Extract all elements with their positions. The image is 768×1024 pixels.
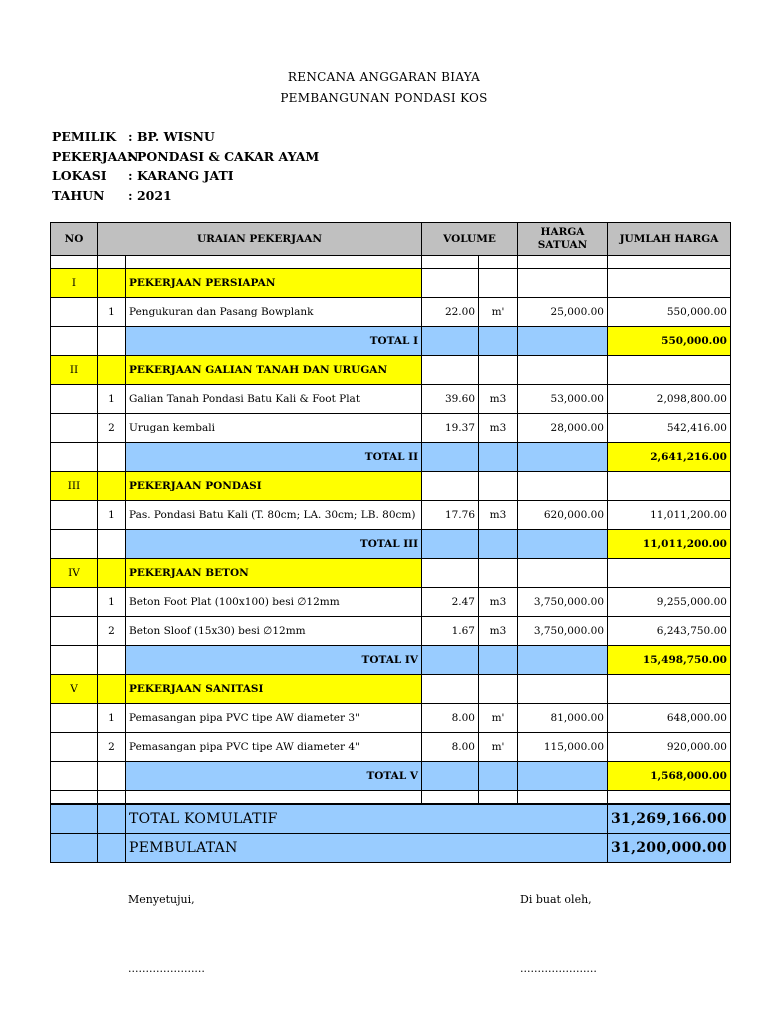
empty-cell bbox=[422, 530, 479, 559]
item-description: Pemasangan pipa PVC tipe AW diameter 3" bbox=[126, 704, 422, 733]
empty-cell bbox=[51, 530, 98, 559]
item-number: 1 bbox=[98, 704, 126, 733]
empty-cell bbox=[479, 356, 518, 385]
item-number: 2 bbox=[98, 414, 126, 443]
empty-cell bbox=[98, 472, 126, 501]
empty-cell bbox=[51, 804, 98, 834]
empty-cell bbox=[518, 791, 608, 805]
made-by-signature-line: ...................... bbox=[520, 962, 597, 975]
item-total: 542,416.00 bbox=[608, 414, 731, 443]
item-volume: 1.67 bbox=[422, 617, 479, 646]
info-label: PEMILIK bbox=[52, 129, 117, 144]
empty-cell bbox=[518, 256, 608, 269]
empty-cell bbox=[98, 675, 126, 704]
empty-cell bbox=[518, 472, 608, 501]
empty-cell bbox=[479, 559, 518, 588]
document-subtitle: PEMBANGUNAN PONDASI KOS bbox=[280, 91, 488, 105]
empty-cell bbox=[518, 356, 608, 385]
info-location bbox=[52, 168, 234, 183]
empty-cell bbox=[518, 269, 608, 298]
item-total: 9,255,000.00 bbox=[608, 588, 731, 617]
empty-cell bbox=[126, 256, 422, 269]
table-header-row bbox=[51, 223, 731, 256]
empty-cell bbox=[479, 256, 518, 269]
info-year bbox=[52, 188, 172, 203]
rounded-total-label: PEMBULATAN bbox=[126, 834, 608, 863]
section-title: PEKERJAAN BETON bbox=[126, 559, 422, 588]
item-unit: m3 bbox=[479, 617, 518, 646]
item-unit-price: 620,000.00 bbox=[518, 501, 608, 530]
empty-cell bbox=[98, 269, 126, 298]
section-row bbox=[51, 269, 731, 298]
section-total-label: TOTAL V bbox=[126, 762, 422, 791]
info-value: : PONDASI & CAKAR AYAM bbox=[128, 149, 320, 164]
item-number: 1 bbox=[98, 385, 126, 414]
empty-cell bbox=[518, 443, 608, 472]
item-total: 648,000.00 bbox=[608, 704, 731, 733]
empty-cell bbox=[479, 646, 518, 675]
table-row bbox=[51, 704, 731, 733]
section-title: PEKERJAAN GALIAN TANAH DAN URUGAN bbox=[126, 356, 422, 385]
section-total-value: 550,000.00 bbox=[608, 327, 731, 356]
grand-total-row bbox=[51, 804, 731, 834]
info-job bbox=[52, 149, 319, 164]
info-owner bbox=[52, 129, 215, 144]
empty-cell bbox=[422, 269, 479, 298]
empty-cell bbox=[422, 256, 479, 269]
empty-cell bbox=[98, 256, 126, 269]
empty-cell bbox=[98, 559, 126, 588]
item-volume: 19.37 bbox=[422, 414, 479, 443]
table-row bbox=[51, 588, 731, 617]
made-by-label: Di buat oleh, bbox=[520, 893, 592, 906]
empty-cell bbox=[608, 675, 731, 704]
item-description: Urugan kembali bbox=[126, 414, 422, 443]
section-total-label: TOTAL IV bbox=[126, 646, 422, 675]
empty-cell bbox=[98, 530, 126, 559]
item-number: 2 bbox=[98, 733, 126, 762]
empty-cell bbox=[98, 791, 126, 805]
section-total-value: 11,011,200.00 bbox=[608, 530, 731, 559]
empty-cell bbox=[479, 762, 518, 791]
item-unit-price: 28,000.00 bbox=[518, 414, 608, 443]
item-number: 2 bbox=[98, 617, 126, 646]
empty-cell bbox=[479, 530, 518, 559]
empty-cell bbox=[422, 646, 479, 675]
table-row bbox=[51, 617, 731, 646]
info-label: TAHUN bbox=[52, 188, 105, 203]
section-total-value: 2,641,216.00 bbox=[608, 443, 731, 472]
section-total-label: TOTAL III bbox=[126, 530, 422, 559]
item-volume: 2.47 bbox=[422, 588, 479, 617]
empty-cell bbox=[98, 356, 126, 385]
item-unit-price: 81,000.00 bbox=[518, 704, 608, 733]
section-total-row bbox=[51, 530, 731, 559]
empty-cell bbox=[422, 675, 479, 704]
rounded-total-row bbox=[51, 834, 731, 863]
empty-cell bbox=[126, 791, 422, 805]
empty-cell bbox=[518, 559, 608, 588]
empty-cell bbox=[98, 804, 126, 834]
section-row bbox=[51, 356, 731, 385]
item-volume: 17.76 bbox=[422, 501, 479, 530]
section-total-value: 1,568,000.00 bbox=[608, 762, 731, 791]
empty-cell bbox=[479, 472, 518, 501]
empty-cell bbox=[479, 327, 518, 356]
item-unit: m3 bbox=[479, 385, 518, 414]
section-total-label: TOTAL I bbox=[126, 327, 422, 356]
section-total-row bbox=[51, 646, 731, 675]
item-description: Pemasangan pipa PVC tipe AW diameter 4" bbox=[126, 733, 422, 762]
info-value: : KARANG JATI bbox=[128, 168, 234, 183]
item-unit-price: 53,000.00 bbox=[518, 385, 608, 414]
empty-cell bbox=[51, 617, 98, 646]
section-total-row bbox=[51, 762, 731, 791]
empty-cell bbox=[51, 791, 98, 805]
empty-cell bbox=[518, 762, 608, 791]
section-total-value: 15,498,750.00 bbox=[608, 646, 731, 675]
info-label: LOKASI bbox=[52, 168, 107, 183]
cost-table bbox=[50, 222, 731, 863]
empty-cell bbox=[98, 327, 126, 356]
section-total-row bbox=[51, 443, 731, 472]
empty-cell bbox=[422, 472, 479, 501]
empty-cell bbox=[51, 834, 98, 863]
item-total: 6,243,750.00 bbox=[608, 617, 731, 646]
empty-cell bbox=[479, 675, 518, 704]
empty-cell bbox=[518, 327, 608, 356]
section-title: PEKERJAAN PERSIAPAN bbox=[126, 269, 422, 298]
table-row bbox=[51, 414, 731, 443]
empty-cell bbox=[422, 327, 479, 356]
header-uraian: URAIAN PEKERJAAN bbox=[98, 223, 422, 256]
item-volume: 39.60 bbox=[422, 385, 479, 414]
item-total: 920,000.00 bbox=[608, 733, 731, 762]
empty-cell bbox=[51, 501, 98, 530]
item-unit-price: 25,000.00 bbox=[518, 298, 608, 327]
item-unit: m3 bbox=[479, 501, 518, 530]
empty-cell bbox=[518, 530, 608, 559]
empty-cell bbox=[479, 791, 518, 805]
empty-cell bbox=[608, 256, 731, 269]
info-value: : 2021 bbox=[128, 188, 172, 203]
section-number: IV bbox=[51, 559, 98, 588]
empty-cell bbox=[98, 762, 126, 791]
section-title: PEKERJAAN SANITASI bbox=[126, 675, 422, 704]
empty-cell bbox=[51, 298, 98, 327]
spacer-row bbox=[51, 256, 731, 269]
approve-signature-line: ...................... bbox=[128, 962, 205, 975]
item-description: Galian Tanah Pondasi Batu Kali & Foot Plat bbox=[126, 385, 422, 414]
empty-cell bbox=[51, 733, 98, 762]
section-row bbox=[51, 472, 731, 501]
empty-cell bbox=[51, 443, 98, 472]
empty-cell bbox=[422, 443, 479, 472]
empty-cell bbox=[51, 256, 98, 269]
empty-cell bbox=[98, 646, 126, 675]
item-unit: m3 bbox=[479, 414, 518, 443]
empty-cell bbox=[51, 646, 98, 675]
header-volume: VOLUME bbox=[422, 223, 518, 256]
item-volume: 8.00 bbox=[422, 704, 479, 733]
item-number: 1 bbox=[98, 588, 126, 617]
empty-cell bbox=[518, 646, 608, 675]
grand-total-label: TOTAL KOMULATIF bbox=[126, 804, 608, 834]
table-row bbox=[51, 385, 731, 414]
empty-cell bbox=[479, 443, 518, 472]
spacer-row bbox=[51, 791, 731, 805]
table-row bbox=[51, 298, 731, 327]
grand-total-value: 31,269,166.00 bbox=[608, 804, 731, 834]
item-description: Pengukuran dan Pasang Bowplank bbox=[126, 298, 422, 327]
empty-cell bbox=[518, 675, 608, 704]
info-label: PEKERJAAN bbox=[52, 149, 139, 164]
empty-cell bbox=[422, 559, 479, 588]
item-description: Beton Sloof (15x30) besi ∅12mm bbox=[126, 617, 422, 646]
empty-cell bbox=[422, 762, 479, 791]
item-total: 11,011,200.00 bbox=[608, 501, 731, 530]
item-number: 1 bbox=[98, 501, 126, 530]
empty-cell bbox=[608, 269, 731, 298]
empty-cell bbox=[51, 327, 98, 356]
empty-cell bbox=[608, 356, 731, 385]
header-no: NO bbox=[51, 223, 98, 256]
info-value: : BP. WISNU bbox=[128, 129, 215, 144]
item-unit: m3 bbox=[479, 588, 518, 617]
item-unit: m' bbox=[479, 733, 518, 762]
item-description: Beton Foot Plat (100x100) besi ∅12mm bbox=[126, 588, 422, 617]
section-title: PEKERJAAN PONDASI bbox=[126, 472, 422, 501]
item-unit-price: 115,000.00 bbox=[518, 733, 608, 762]
empty-cell bbox=[608, 472, 731, 501]
rounded-total-value: 31,200,000.00 bbox=[608, 834, 731, 863]
empty-cell bbox=[608, 791, 731, 805]
section-number: I bbox=[51, 269, 98, 298]
section-total-label: TOTAL II bbox=[126, 443, 422, 472]
approve-label: Menyetujui, bbox=[128, 893, 195, 906]
empty-cell bbox=[51, 414, 98, 443]
item-volume: 8.00 bbox=[422, 733, 479, 762]
empty-cell bbox=[422, 791, 479, 805]
empty-cell bbox=[98, 443, 126, 472]
item-volume: 22.00 bbox=[422, 298, 479, 327]
header-harga-satuan: HARGA SATUAN bbox=[518, 223, 608, 256]
empty-cell bbox=[51, 385, 98, 414]
document-title: RENCANA ANGGARAN BIAYA bbox=[287, 70, 481, 84]
section-number: III bbox=[51, 472, 98, 501]
section-row bbox=[51, 559, 731, 588]
item-unit: m' bbox=[479, 704, 518, 733]
empty-cell bbox=[98, 834, 126, 863]
item-total: 2,098,800.00 bbox=[608, 385, 731, 414]
item-description: Pas. Pondasi Batu Kali (T. 80cm; LA. 30cm; LB. 80cm) bbox=[126, 501, 422, 530]
item-total: 550,000.00 bbox=[608, 298, 731, 327]
section-total-row bbox=[51, 327, 731, 356]
empty-cell bbox=[51, 588, 98, 617]
table-row bbox=[51, 733, 731, 762]
empty-cell bbox=[422, 356, 479, 385]
item-unit: m' bbox=[479, 298, 518, 327]
empty-cell bbox=[608, 559, 731, 588]
item-unit-price: 3,750,000.00 bbox=[518, 617, 608, 646]
section-number: V bbox=[51, 675, 98, 704]
empty-cell bbox=[51, 704, 98, 733]
item-number: 1 bbox=[98, 298, 126, 327]
empty-cell bbox=[51, 762, 98, 791]
table-row bbox=[51, 501, 731, 530]
item-unit-price: 3,750,000.00 bbox=[518, 588, 608, 617]
section-number: II bbox=[51, 356, 98, 385]
empty-cell bbox=[479, 269, 518, 298]
section-row bbox=[51, 675, 731, 704]
header-jumlah-harga: JUMLAH HARGA bbox=[608, 223, 731, 256]
